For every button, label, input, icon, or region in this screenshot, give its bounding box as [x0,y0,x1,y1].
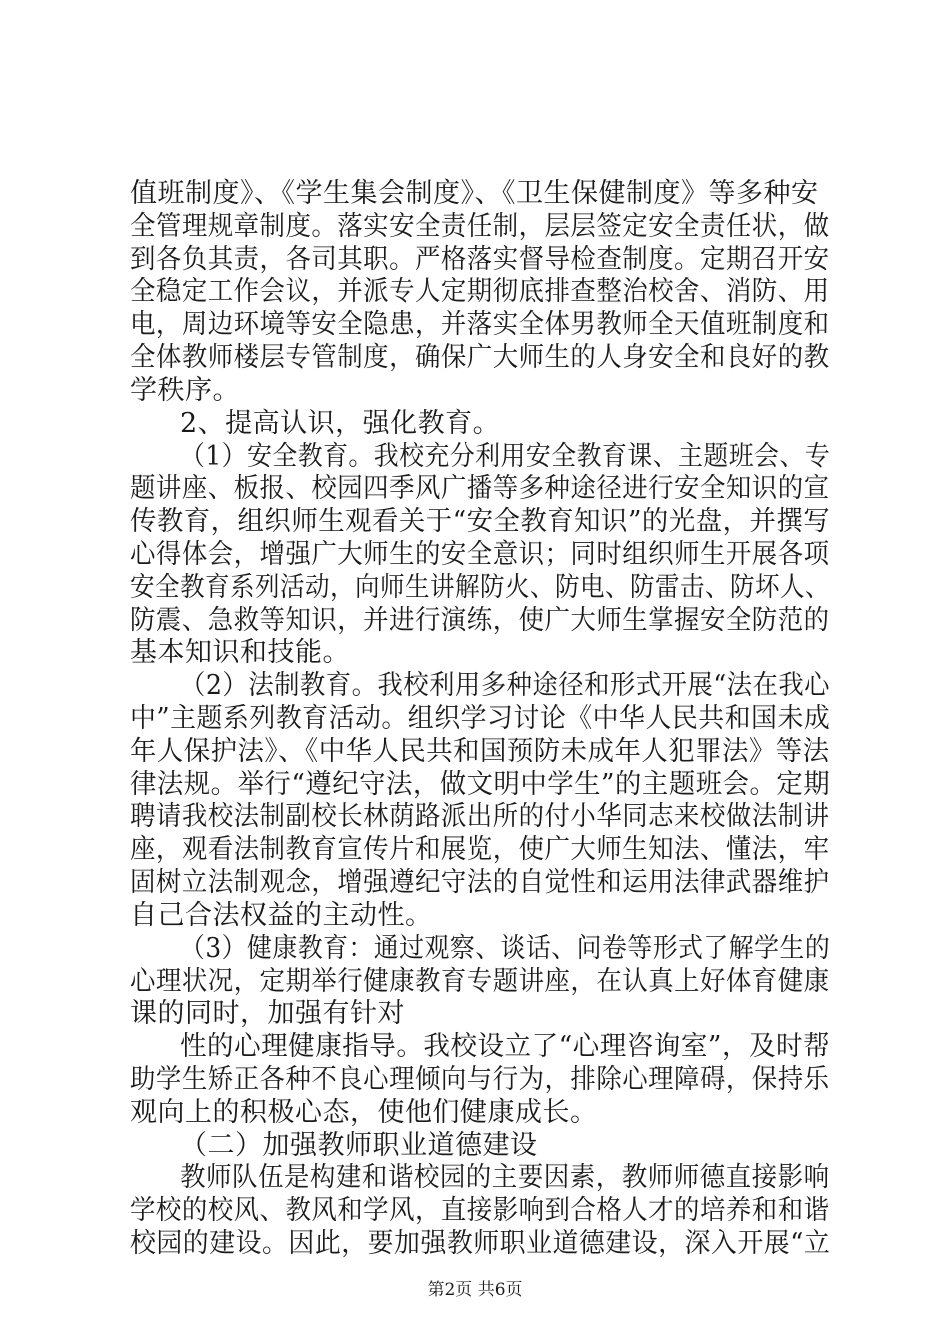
text-line: 观向上的积极心态，使他们健康成长。 [130,1097,598,1128]
text-line: 防震、急救等知识，并进行演练，使广大师生掌握安全防范的 [130,605,830,636]
text-line: 律法规。举行“遵纪守法，做文明中学生”的主题班会。定期 [130,769,831,800]
section-heading: （二）加强教师职业道德建设 [180,1130,538,1161]
text-line: 学秩序。 [130,375,240,406]
text-line: 教师队伍是构建和谐校园的主要因素，教师师德直接影响 [180,1162,830,1193]
text-line: 全体教师楼层专管制度，确保广大师生的人身安全和良好的教 [130,342,830,373]
text-line: 聘请我校法制副校长林荫路派出所的付小华同志来校做法制讲 [130,801,830,832]
text-line: （1）安全教育。我校充分利用安全教育课、主题班会、专 [180,441,831,472]
text-line: 课的同时，加强有针对 [130,998,405,1029]
text-line: 到各负其责，各司其职。严格落实督导检查制度。定期召开安 [130,244,830,275]
text-line: 年人保护法》、《中华人民共和国预防未成年人犯罪法》等法 [130,736,830,767]
text-line: 心得体会，增强广大师生的安全意识；同时组织师生开展各项 [130,539,830,570]
page-number-footer: 第2页 共6页 [427,1280,523,1300]
text-line: 中”主题系列教育活动。组织学习讨论《中华人民共和国未成 [130,703,831,734]
text-line: （3）健康教育：通过观察、谈话、问卷等形式了解学生的 [180,933,831,964]
text-line: 传教育，组织师生观看关于“安全教育知识”的光盘，并撰写 [130,506,831,537]
text-line: 基本知识和技能。 [130,637,350,668]
text-line: 性的心理健康指导。我校设立了“心理咨询室”，及时帮 [180,1031,831,1062]
text-line: 心理状况，定期举行健康教育专题讲座，在认真上好体育健康 [130,966,830,997]
text-line: 电，周边环境等安全隐患，并落实全体男教师全天值班制度和 [130,309,830,340]
text-line: 全稳定工作会议，并派专人定期彻底排查整治校舍、消防、用 [130,276,830,307]
text-line: 全管理规章制度。落实安全责任制，层层签定安全责任状，做 [130,211,830,242]
text-line: 值班制度》、《学生集会制度》、《卫生保健制度》等多种安 [130,178,819,209]
text-line: 固树立法制观念，增强遵纪守法的自觉性和运用法律武器维护 [130,867,830,898]
text-line: 学校的校风、教风和学风，直接影响到合格人才的培养和和谐 [130,1195,830,1226]
text-line: （2）法制教育。我校利用多种途径和形式开展“法在我心 [180,670,830,701]
text-line: 助学生矫正各种不良心理倾向与行为，排除心理障碍，保持乐 [130,1064,830,1095]
text-line: 校园的建设。因此，要加强教师职业道德建设，深入开展“立 [130,1228,831,1259]
text-line: 安全教育系列活动，向师生讲解防火、防电、防雷击、防坏人、 [130,572,831,603]
text-line: 座，观看法制教育宣传片和展览，使广大师生知法、懂法，牢 [130,834,830,865]
text-line: 自己合法权益的主动性。 [130,900,433,931]
section-heading: 2、提高认识，强化教育。 [180,408,501,439]
text-line: 题讲座、板报、校园四季风广播等多种途径进行安全知识的宣 [130,473,830,504]
